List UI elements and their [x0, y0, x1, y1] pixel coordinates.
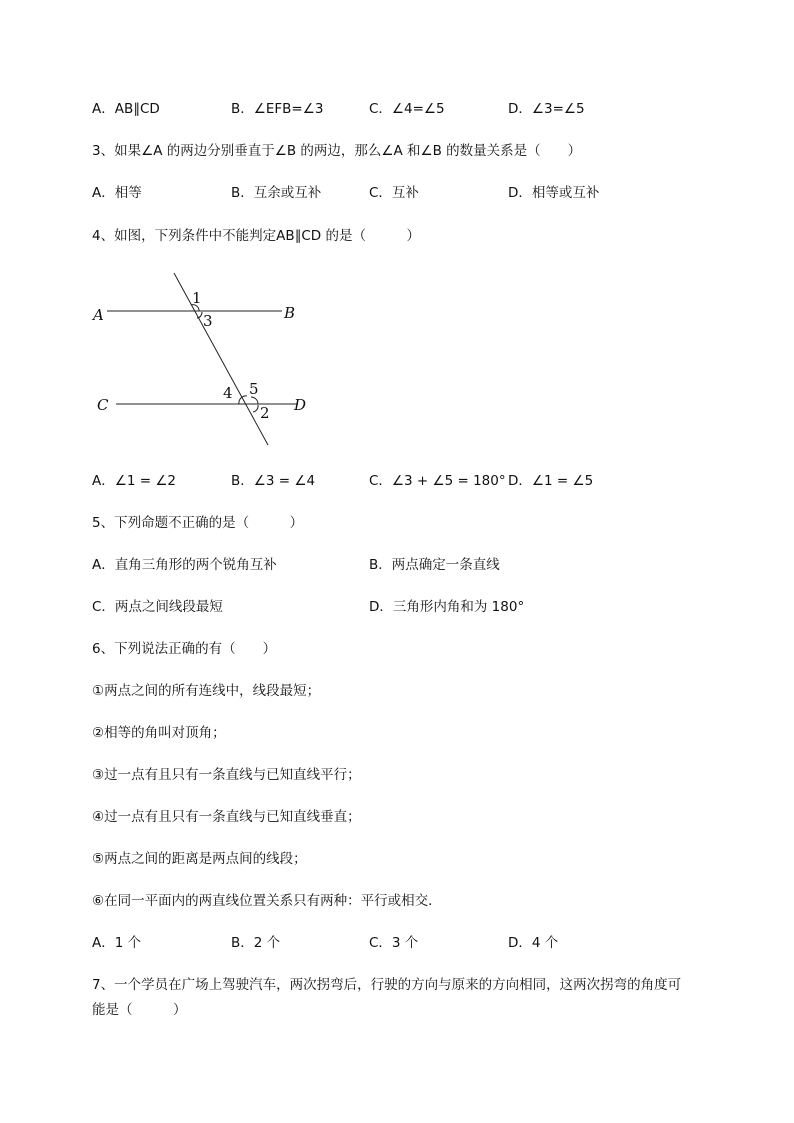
angle-4-label: 4: [223, 384, 233, 402]
q3-option-b: B．互余或互补: [231, 185, 322, 201]
q6-statement-1: ①两点之间的所有连线中，线段最短；: [92, 683, 321, 699]
angle-2-label: 2: [260, 404, 270, 422]
point-d-label: D: [294, 396, 307, 414]
q6-option-c: C．3 个: [369, 935, 419, 951]
q4-option-c: C．∠3 + ∠5 = 180°: [369, 473, 506, 489]
q2-option-c: C．∠4=∠5: [369, 101, 445, 117]
q6-option-a: A．1 个: [92, 935, 142, 951]
q3-option-d: D．相等或互补: [508, 185, 600, 201]
angle-3-label: 3: [203, 312, 213, 330]
q3-option-c: C．互补: [369, 185, 419, 201]
q5-option-d: D．三角形内角和为 180°: [369, 599, 525, 615]
angle-1-label: 1: [192, 289, 202, 307]
q4-option-b: B．∠3 = ∠4: [231, 473, 316, 489]
q6-option-b: B．2 个: [231, 935, 281, 951]
q6-stem: 6、下列说法正确的有（ ）: [92, 641, 277, 657]
q6-statement-4: ④过一点有且只有一条直线与已知直线垂直；: [92, 809, 361, 825]
q6-statement-3: ③过一点有且只有一条直线与已知直线平行；: [92, 767, 361, 783]
q4-option-a: A．∠1 = ∠2: [92, 473, 177, 489]
q6-statement-6: ⑥在同一平面内的两直线位置关系只有两种：平行或相交．: [92, 893, 442, 909]
point-c-label: C: [97, 396, 109, 414]
q4-stem: 4、如图，下列条件中不能判定AB∥CD 的是（ ）: [92, 228, 420, 244]
transversal-line: [174, 273, 268, 445]
q7-stem-line-1: 7、一个学员在广场上驾驶汽车，两次拐弯后，行驶的方向与原来的方向相同，这两次拐弯的角度可: [92, 977, 682, 993]
angle-5-label: 5: [249, 380, 259, 398]
point-b-label: B: [284, 304, 296, 322]
q6-statement-5: ⑤两点之间的距离是两点间的线段；: [92, 851, 307, 867]
q5-option-a: A．直角三角形的两个锐角互补: [92, 557, 277, 573]
q2-option-b: B．∠EFB=∠3: [231, 101, 324, 117]
q5-option-c: C．两点之间线段最短: [92, 599, 223, 615]
q2-option-d: D．∠3=∠5: [508, 101, 585, 117]
q4-figure: [90, 265, 320, 450]
q4-option-d: D．∠1 = ∠5: [508, 473, 594, 489]
q7-stem-line-2: 能是（ ）: [92, 1002, 187, 1018]
q3-stem: 3、如果∠A 的两边分别垂直于∠B 的两边，那么∠A 和∠B 的数量关系是（ ）: [92, 143, 582, 159]
q5-stem: 5、下列命题不正确的是（ ）: [92, 515, 304, 531]
q3-option-a: A．相等: [92, 185, 142, 201]
q2-option-a: A．AB∥CD: [92, 101, 160, 117]
q6-option-d: D．4 个: [508, 935, 559, 951]
angle-2-arc: [253, 405, 258, 412]
q6-statement-2: ②相等的角叫对顶角；: [92, 725, 226, 741]
angle-5-arc: [251, 397, 258, 404]
q5-option-b: B．两点确定一条直线: [369, 557, 500, 573]
point-a-label: A: [93, 306, 104, 324]
